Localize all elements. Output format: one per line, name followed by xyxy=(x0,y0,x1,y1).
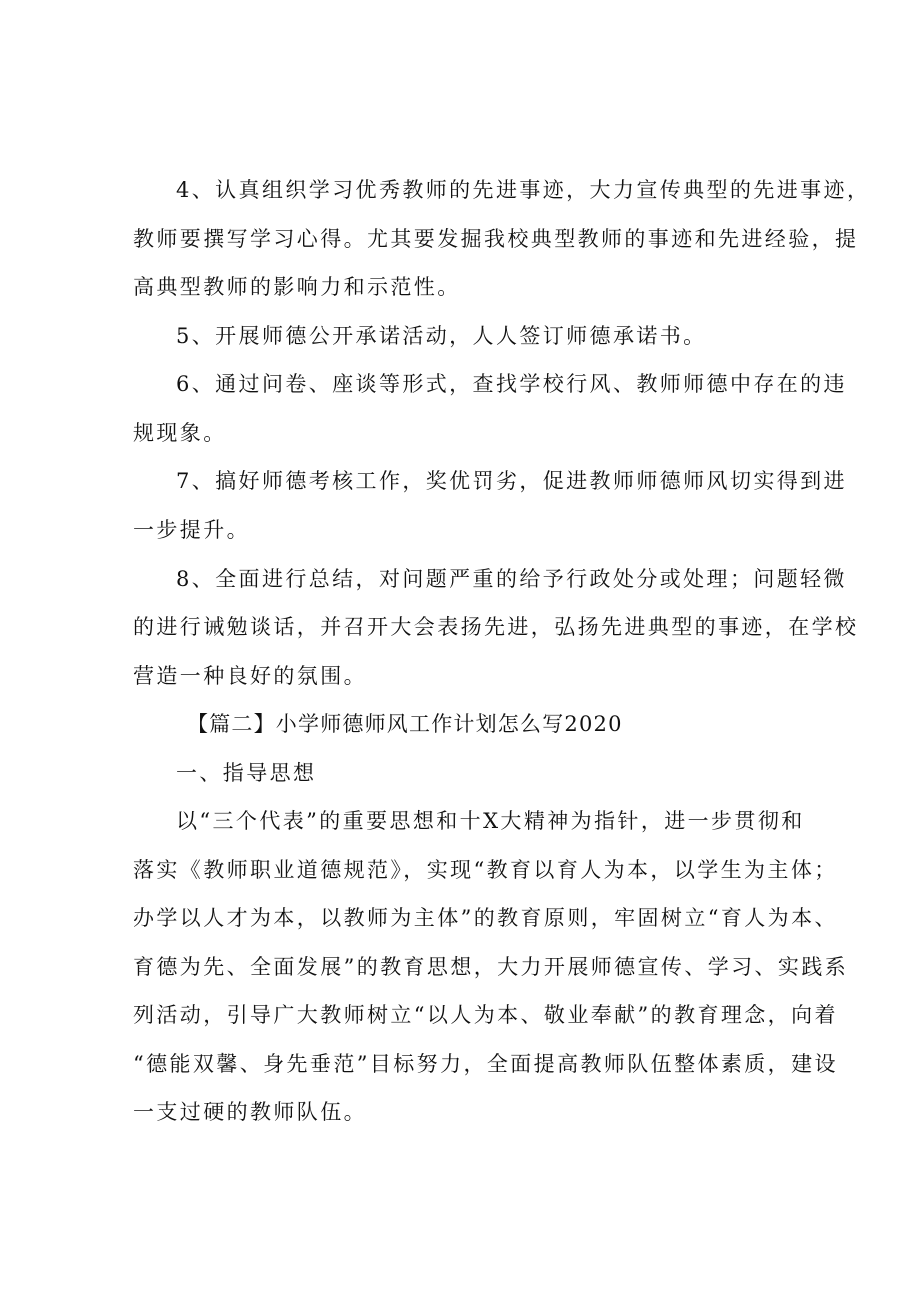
item-5-line-1: 5、开展师德公开承诺活动，人人签订师德承诺书。 xyxy=(176,324,707,348)
body-line-2: 落实《教师职业道德规范》，实现“教育以育人为本，以学生为主体； xyxy=(133,858,838,882)
item-7-line-1: 7、搞好师德考核工作，奖优罚劣，促进教师师德师风切实得到进 xyxy=(176,469,847,493)
subheading: 一、指导思想 xyxy=(176,761,317,785)
item-4-line-2: 教师要撰写学习心得。尤其要发掘我校典型教师的事迹和先进经验，提 xyxy=(133,227,859,251)
item-4-line-3: 高典型教师的影响力和示范性。 xyxy=(133,275,461,299)
body-line-6: “德能双馨、身先垂范”目标努力，全面提高教师队伍整体素质，建设 xyxy=(133,1052,838,1076)
item-8-line-2: 的进行诫勉谈话，并召开大会表扬先进，弘扬先进典型的事迹，在学校 xyxy=(133,615,859,639)
item-4-line-1: 4、认真组织学习优秀教师的先进事迹，大力宣传典型的先进事迹， xyxy=(176,178,871,202)
item-6-line-2: 规现象。 xyxy=(133,421,227,445)
body-line-1: 以“三个代表”的重要思想和十X大精神为指针，进一步贯彻和 xyxy=(176,809,805,833)
item-7-line-2: 一步提升。 xyxy=(133,518,250,542)
item-8-line-3: 营造一种良好的氛围。 xyxy=(133,664,367,688)
item-6-line-1: 6、通过问卷、座谈等形式，查找学校行风、教师师德中存在的违 xyxy=(176,372,847,396)
body-line-5: 列活动，引导广大教师树立“以人为本、敬业奉献”的教育理念，向着 xyxy=(133,1003,838,1027)
body-line-3: 办学以人才为本，以教师为主体”的教育原则，牢固树立“育人为本、 xyxy=(133,906,838,930)
body-line-4: 育德为先、全面发展”的教育思想，大力开展师德宣传、学习、实践系 xyxy=(133,955,849,979)
body-line-7: 一支过硬的教师队伍。 xyxy=(133,1100,367,1124)
item-8-line-1: 8、全面进行总结，对问题严重的给予行政处分或处理；问题轻微 xyxy=(176,567,847,591)
section-title: 【篇二】小学师德师风工作计划怎么写2020 xyxy=(187,712,623,736)
